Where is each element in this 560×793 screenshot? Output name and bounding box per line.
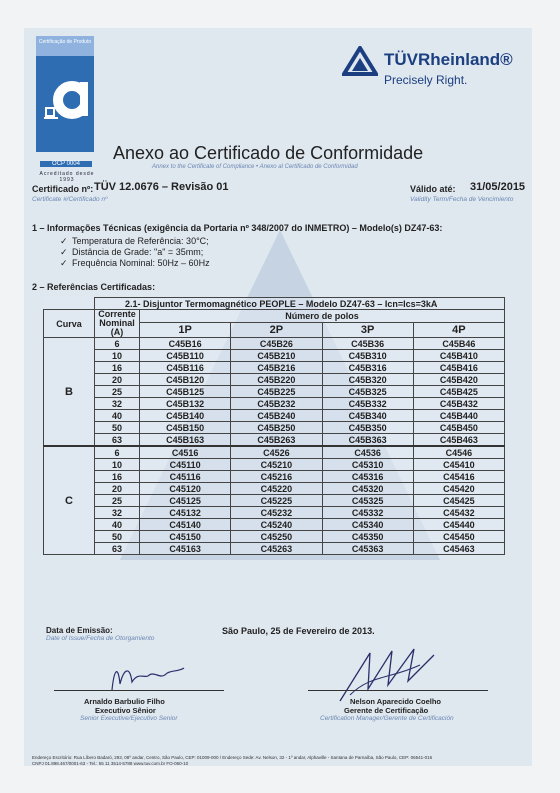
current-cell: 20	[95, 483, 140, 495]
current-cell: 10	[95, 350, 140, 362]
current-cell: 63	[95, 434, 140, 447]
model-cell: C45B240	[231, 410, 322, 422]
model-cell: C45163	[140, 543, 231, 555]
model-cell: C45416	[413, 471, 504, 483]
model-cell: C45216	[231, 471, 322, 483]
model-cell: C45B26	[231, 338, 322, 350]
model-cell: C45B440	[413, 410, 504, 422]
table-row	[44, 543, 505, 555]
model-cell: C45B163	[140, 434, 231, 447]
references-table	[43, 297, 505, 555]
model-cell: C45B263	[231, 434, 322, 447]
valid-label: Válido até:	[410, 184, 456, 194]
check-icon: ✓	[60, 236, 68, 246]
current-cell: 50	[95, 422, 140, 434]
page-subtitle: Annex to the Certificate of Compliance • Anexo al Certificado de Conformidad	[152, 164, 358, 170]
check-icon: ✓	[60, 258, 68, 268]
model-cell: C45450	[413, 531, 504, 543]
footer-line-1: Endereço Escritório: Rua Líbero Badaró, 293, 08º andar, Centro, São Paulo, CEP: 01009-000 / Endereço Sede: Av. Nelson, 32 - 1º andar, Alphaville - Santana de Parnaíba, São Paulo, CEP: 06541-015	[32, 755, 433, 760]
model-cell: C45B125	[140, 386, 231, 398]
model-cell: C45B150	[140, 422, 231, 434]
model-cell: C45320	[322, 483, 413, 495]
model-cell: C45B316	[322, 362, 413, 374]
tuv-slogan: Precisely Right.	[384, 73, 468, 87]
model-cell: C45232	[231, 507, 322, 519]
model-cell: C45B432	[413, 398, 504, 410]
footer-line-2: CNPJ 01.898.467/0001-63 - Tel.: 55 11 3514-5788 www.tuv.com.br FO-060-10	[32, 761, 189, 766]
table-row	[44, 459, 505, 471]
certificate-label-sub: Certificate #/Certificado nº	[32, 196, 108, 203]
current-cell: 25	[95, 386, 140, 398]
signature-2-image	[330, 645, 440, 705]
model-cell: C45332	[322, 507, 413, 519]
model-cell: C45B363	[322, 434, 413, 447]
pole-header: 4P	[413, 323, 504, 338]
certificate-number: TÜV 12.0676 – Revisão 01	[94, 181, 229, 193]
pole-header: 3P	[322, 323, 413, 338]
model-cell: C45240	[231, 519, 322, 531]
table-row	[44, 519, 505, 531]
current-cell: 32	[95, 398, 140, 410]
list-item: ✓ Temperatura de Referência: 30°C;	[60, 236, 209, 246]
signature-line-1	[54, 690, 224, 691]
table-row	[44, 495, 505, 507]
model-cell: C45B210	[231, 350, 322, 362]
model-cell: C45B463	[413, 434, 504, 447]
valid-label-sub: Validity Term/Fecha de Vencimiento	[410, 196, 514, 203]
model-cell: C45B36	[322, 338, 413, 350]
model-cell: C45150	[140, 531, 231, 543]
model-cell: C45210	[231, 459, 322, 471]
model-cell: C45B132	[140, 398, 231, 410]
model-cell: C45440	[413, 519, 504, 531]
model-cell: C45110	[140, 459, 231, 471]
table-row	[44, 507, 505, 519]
model-cell: C45B16	[140, 338, 231, 350]
signatory-1-name: Arnaldo Barbulio Filho	[84, 697, 165, 706]
signature-1-image	[100, 660, 190, 694]
current-cell: 63	[95, 543, 140, 555]
current-cell: 50	[95, 531, 140, 543]
col-current-header: Corrente Nominal (A)	[95, 310, 140, 338]
section2-heading: 2 – Referências Certificadas:	[32, 282, 156, 292]
model-cell: C45263	[231, 543, 322, 555]
seal-top-text: Certificação de Produto	[36, 36, 94, 56]
model-cell: C45B140	[140, 410, 231, 422]
section1-items	[60, 236, 210, 269]
current-cell: 20	[95, 374, 140, 386]
seal-code: OCP 0004	[40, 161, 92, 167]
model-cell: C45B216	[231, 362, 322, 374]
table-row	[44, 350, 505, 362]
model-cell: C45325	[322, 495, 413, 507]
valid-date: 31/05/2015	[470, 181, 526, 193]
model-cell: C4516	[140, 446, 231, 459]
signatory-1-role-sub: Senior Executive/Ejecutivo Senior	[80, 715, 178, 722]
model-cell: C45410	[413, 459, 504, 471]
table-row	[44, 471, 505, 483]
current-cell: 16	[95, 471, 140, 483]
certificate-label: Certificado nº:	[32, 184, 94, 194]
signatory-2-role-sub: Certification Manager/Gerente de Certificación	[320, 715, 454, 722]
table-caption: 2.1- Disjuntor Termomagnético PEOPLE – Modelo DZ47-63 – Icn=Ics=3kA	[95, 298, 505, 310]
table-row	[44, 422, 505, 434]
curve-cell: C	[44, 446, 95, 555]
table-row	[44, 531, 505, 543]
current-cell: 6	[95, 338, 140, 350]
seal-accredited: Acreditado desde 1993	[39, 171, 95, 183]
page-title: Anexo ao Certificado de Conformidade	[113, 143, 424, 163]
seal-a-logo	[42, 60, 88, 126]
model-cell: C45B416	[413, 362, 504, 374]
model-cell: C4536	[322, 446, 413, 459]
table-row	[44, 446, 505, 459]
model-cell: C45B110	[140, 350, 231, 362]
model-cell: C45340	[322, 519, 413, 531]
table-row	[44, 483, 505, 495]
model-cell: C45B450	[413, 422, 504, 434]
model-cell: C45B320	[322, 374, 413, 386]
model-cell: C45B232	[231, 398, 322, 410]
model-cell: C45250	[231, 531, 322, 543]
table-row	[44, 386, 505, 398]
current-cell: 16	[95, 362, 140, 374]
model-cell: C45310	[322, 459, 413, 471]
model-cell: C45B220	[231, 374, 322, 386]
model-cell: C45220	[231, 483, 322, 495]
accreditation-seal	[36, 36, 95, 183]
model-cell: C45120	[140, 483, 231, 495]
signature-line-2	[308, 690, 488, 691]
curve-cell: B	[44, 338, 95, 447]
list-item: ✓ Frequência Nominal: 50Hz – 60Hz	[60, 258, 210, 268]
table-row	[44, 374, 505, 386]
col-curve-header: Curva	[44, 310, 95, 338]
col-poles-header: Número de polos	[140, 310, 505, 323]
model-cell: C45B46	[413, 338, 504, 350]
current-cell: 6	[95, 446, 140, 459]
table-row	[44, 338, 505, 350]
issue-label-sub: Date of Issue/Fecha de Otorgamiento	[46, 635, 155, 642]
model-cell: C45B410	[413, 350, 504, 362]
current-cell: 10	[95, 459, 140, 471]
signatory-2-role: Gerente de Certificação	[344, 706, 429, 715]
issue-place-date: São Paulo, 25 de Fevereiro de 2013.	[222, 626, 375, 636]
footer	[32, 755, 432, 767]
model-cell: C45432	[413, 507, 504, 519]
issue-label: Data de Emissão:	[46, 626, 113, 635]
signatory-1-role: Executivo Sênior	[95, 706, 156, 715]
table-body	[44, 338, 505, 555]
current-cell: 32	[95, 507, 140, 519]
model-cell: C45B340	[322, 410, 413, 422]
pole-header: 2P	[231, 323, 322, 338]
pole-header: 1P	[140, 323, 231, 338]
model-cell: C4546	[413, 446, 504, 459]
model-cell: C45B332	[322, 398, 413, 410]
model-cell: C45B250	[231, 422, 322, 434]
model-cell: C45B350	[322, 422, 413, 434]
model-cell: C45350	[322, 531, 413, 543]
model-cell: C45140	[140, 519, 231, 531]
model-cell: C45B120	[140, 374, 231, 386]
model-cell: C45116	[140, 471, 231, 483]
table-row	[44, 410, 505, 422]
model-cell: C45B225	[231, 386, 322, 398]
check-icon: ✓	[60, 247, 68, 257]
model-cell: C45363	[322, 543, 413, 555]
list-item: ✓ Distância de Grade: "a" = 35mm;	[60, 247, 204, 257]
tuv-triangle-icon	[342, 46, 378, 76]
model-cell: C45125	[140, 495, 231, 507]
table-row	[44, 362, 505, 374]
model-cell: C45463	[413, 543, 504, 555]
signatory-2-name: Nelson Aparecido Coelho	[350, 697, 441, 706]
model-cell: C45425	[413, 495, 504, 507]
model-cell: C45B310	[322, 350, 413, 362]
model-cell: C45316	[322, 471, 413, 483]
model-cell: C45B116	[140, 362, 231, 374]
current-cell: 25	[95, 495, 140, 507]
model-cell: C45B425	[413, 386, 504, 398]
model-cell: C45420	[413, 483, 504, 495]
current-cell: 40	[95, 519, 140, 531]
table-row	[44, 398, 505, 410]
model-cell: C4526	[231, 446, 322, 459]
model-cell: C45225	[231, 495, 322, 507]
tuv-brand-name: TÜVRheinland®	[384, 50, 513, 69]
model-cell: C45B325	[322, 386, 413, 398]
model-cell: C45B420	[413, 374, 504, 386]
current-cell: 40	[95, 410, 140, 422]
table-row	[44, 434, 505, 447]
model-cell: C45132	[140, 507, 231, 519]
section1-heading: 1 – Informações Técnicas (exigência da Portaria nº 348/2007 do INMETRO) – Modelo(s) DZ47-63:	[32, 223, 443, 233]
